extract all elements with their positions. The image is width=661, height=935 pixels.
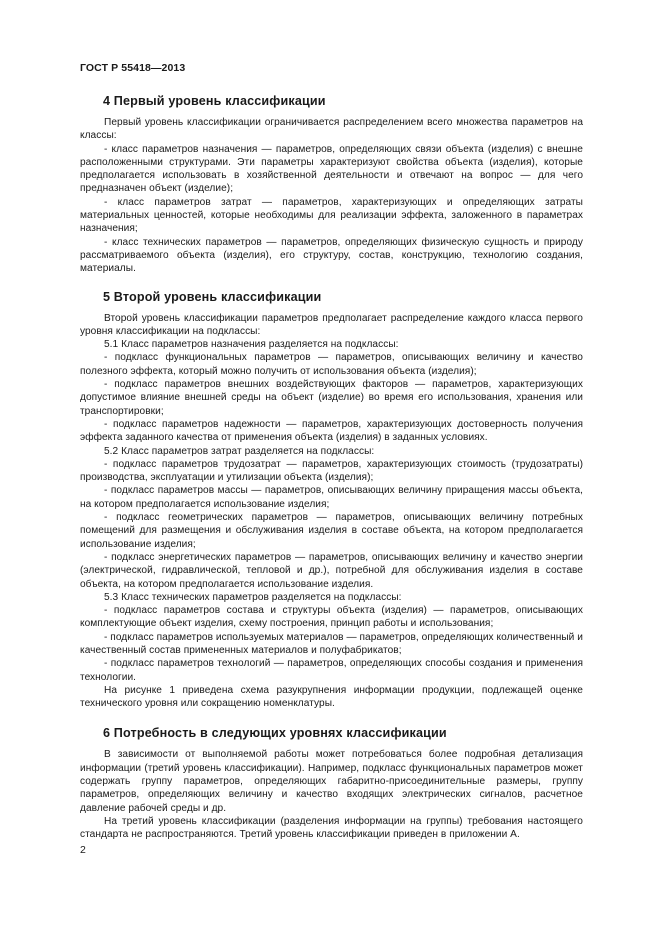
- paragraph: 5.2 Класс параметров затрат разделяется на подклассы:: [104, 445, 375, 457]
- paragraph: - подкласс параметров надежности — параметров, характеризующих достоверность получения эффекта заданного качества от применения объекта (изделия) в заданных условиях.: [80, 418, 583, 444]
- document-header: ГОСТ Р 55418—2013: [80, 62, 186, 74]
- paragraph: - подкласс геометрических параметров — параметров, описывающих величину потребных помещений для размещения и обслуживания изделия в составе объекта, на котором предполагается использование изделия;: [80, 512, 583, 550]
- paragraph: - подкласс энергетических параметров — параметров, описывающих величину и качество энергии (электрической, гидравлической, тепловой и др.), потребной для обслуживания изделия в составе объекта, на котором предполагается использование изделия.: [80, 551, 583, 590]
- section-4-title: 4 Первый уровень классификации: [103, 94, 326, 108]
- paragraph: Первый уровень классификации ограничивается распределением всего множества параметров на классы:: [80, 117, 583, 142]
- paragraph: - подкласс параметров массы — параметров, описывающих величину приращения массы объекта, на котором предполагается использование изделия;: [80, 485, 583, 510]
- section-6-title: 6 Потребность в следующих уровнях классификации: [103, 726, 447, 741]
- paragraph: - подкласс параметров трудозатрат — параметров, характеризующих стоимость (трудозатраты) производства, эксплуатации и утилизации объекта (изделия);: [80, 458, 583, 484]
- section-6-text: [80, 748, 583, 841]
- paragraph: - подкласс функциональных параметров — параметров, описывающих величину и качество полезного эффекта, который можно получить от использования объекта (изделия);: [80, 352, 583, 377]
- paragraph: На третий уровень классификации (разделения информации на группы) требования настоящего стандарта не распространяются. Третий уровень классификации приведен в приложении А.: [80, 815, 583, 841]
- paragraph: - подкласс параметров состава и структуры объекта (изделия) — параметров, описывающих комплектующие объект изделия, схему построения, принцип работы и использования;: [80, 605, 583, 630]
- section-4: [80, 93, 583, 276]
- paragraph: - класс параметров затрат — параметров, характеризующих и определяющих затраты материальных ценностей, которые необходимы для реализации эффекта, заложенного в параметрах назначения;: [80, 196, 583, 235]
- paragraph: - класс параметров назначения — параметров, определяющих связи объекта (изделия) с внешне расположенными структурами. Эти параметры характеризуют свойства объекта (изделия), которые предполагается использовать в хозяйственной деятельности и отвечают на вопрос — для чего предназначен объект (изделие);: [80, 143, 583, 195]
- section-4-text: [80, 116, 583, 276]
- paragraph: - подкласс параметров технологий — параметров, определяющих способы создания и применения технологии.: [80, 658, 583, 683]
- page-number: 2: [80, 844, 86, 856]
- section-6: [80, 725, 583, 841]
- section-5-title: 5 Второй уровень классификации: [103, 289, 322, 304]
- paragraph: - подкласс параметров внешних воздействующих факторов — параметров, характеризующих допустимое влияние внешней среды на объект (изделие) во время его использования, хранения или транспортировки;: [80, 379, 583, 417]
- paragraph: 5.3 Класс технических параметров разделяется на подклассы:: [104, 591, 402, 603]
- document-body: [80, 93, 583, 842]
- paragraph: - класс технических параметров — параметров, определяющих физическую сущность и природу рассматриваемого объекта (изделия), его структуру, состав, конструкцию, технологию создания, материалы.: [80, 236, 583, 275]
- paragraph: На рисунке 1 приведена схема разукрупнения информации продукции, подлежащей оценке технического уровня или сокращению номенклатуры.: [80, 684, 583, 710]
- section-5: [80, 289, 583, 711]
- paragraph: В зависимости от выполняемой работы может потребоваться более подробная детализация информации (третий уровень классификации). Например, подкласс функциональных параметров может содержать группу параметров, определяющих габаритно-присоединительные размеры, группу параметров, определяющих величину и качество входящих электрических сигналов, расчетное давление рабочей среды и др.: [80, 749, 583, 814]
- paragraph: - подкласс параметров используемых материалов — параметров, определяющих количественный и качественный состав примененных материалов и полуфабрикатов;: [80, 631, 583, 656]
- section-5-text: [80, 312, 583, 711]
- paragraph: Второй уровень классификации параметров предполагает распределение каждого класса первого уровня классификации на подклассы:: [80, 312, 583, 337]
- paragraph: 5.1 Класс параметров назначения разделяется на подклассы:: [104, 339, 399, 351]
